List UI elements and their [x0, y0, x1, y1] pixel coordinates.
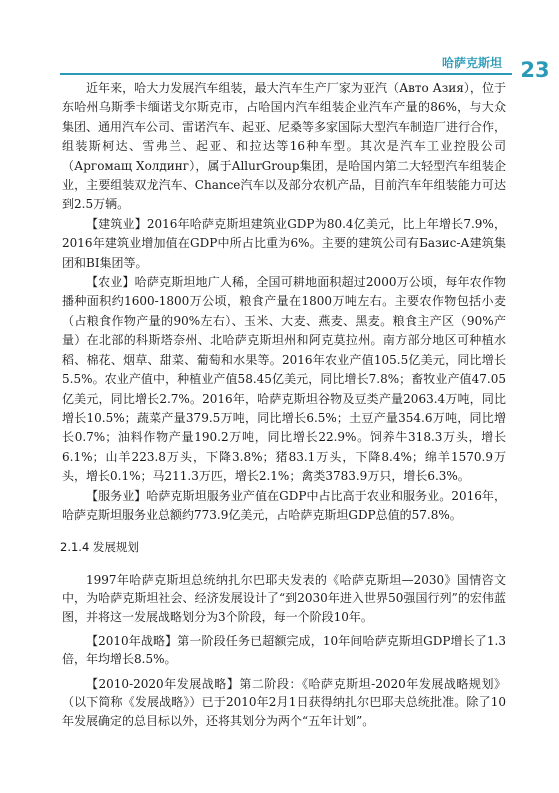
header-rule	[60, 73, 512, 75]
page-body	[62, 79, 506, 730]
page-number: 23	[520, 58, 550, 82]
paragraph-strategy-2030: 1997年哈萨克斯坦总统纳扎尔巴耶夫发表的《哈萨克斯坦—2030》国情咨文中，为哈萨克斯坦社会、经济发展设计了“到2030年进入世界50强国行列”的宏伟蓝图，并将这一发展战略划分为3个阶段，每一个阶段10年。	[62, 572, 506, 624]
paragraph-services: 【服务业】哈萨克斯坦服务业产值在GDP中占比高于农业和服务业。2016年，哈萨克斯坦服务业总额约773.9亿美元，占哈萨克斯坦GDP总值的57.8%。	[62, 488, 506, 522]
header-title: 哈萨克斯坦	[441, 56, 502, 70]
paragraph-auto-industry: 近年来，哈大力发展汽车组装，最大汽车生产厂家为亚汽（Авто Азия），位于东哈州乌斯季卡缅诺戈尔斯克市，占哈国内汽车组装企业汽车产量的86%，与大众集团、通用汽车公司、雷诺汽车、起亚、尼桑等多家国际大型汽车制造厂进行合作，组装斯柯达、雪弗兰、起亚、和拉达等16种车型。其次是汽车工业控股公司（Аргомащ Холдинг），属于AllurGroup集团，是哈国内第二大轻型汽车组装企业，主要组装双龙汽车、Chance汽车以及部分农机产品，目前汽车年组装能力可达到2.5万辆。	[62, 81, 507, 212]
paragraph-strategy-2010: 【2010年战略】第一阶段任务已超额完成，10年间哈萨克斯坦GDP增长了1.3倍，年均增长8.5%。	[62, 633, 506, 667]
paragraph-agriculture: 【农业】哈萨克斯坦地广人稀，全国可耕地面积超过2000万公顷，每年农作物播种面积约1600-1800万公顷，粮食产量在1800万吨左右。主要农作物包括小麦（占粮食作物产量的90%左右）、玉米、大麦、燕麦、黑麦。粮食主产区（90%产量）在北部的科斯塔奈州、北哈萨克斯坦州和阿克莫拉州。南方部分地区可种植水稻、棉花、烟草、甜菜、葡萄和水果等。2016年农业产值105.5亿美元，同比增长5.5%。农业产值中，种植业产值58.45亿美元，同比增长7.8%；畜牧业产值47.05亿美元，同比增长2.7%。2016年，哈萨克斯坦谷物及豆类产量2063.4万吨，同比增长10.5%；蔬菜产量379.5万吨，同比增长6.5%；土豆产量354.6万吨，同比增长0.7%；油料作物产量190.2万吨，同比增长22.9%。饲养牛318.3万头，增长6.1%；山羊223.8万头，下降3.8%；猪83.1万头，下降8.4%；绵羊1570.9万头，增长0.1%；马211.3万匹，增长2.1%；禽类3783.9万只，增长6.3%。	[62, 275, 506, 484]
section-heading: 2.1.4 发展规划	[60, 540, 139, 555]
paragraph-construction: 【建筑业】2016年哈萨克斯坦建筑业GDP为80.4亿美元，比上年增长7.9%，2016年建筑业增加值在GDP中所占比重为6%。主要的建筑公司有Базис-А建筑集团和BI集团等。	[62, 216, 506, 270]
paragraph-strategy-2020: 【2010-2020年发展战略】第二阶段：《哈萨克斯坦-2020年发展战略规划》（以下简称《发展战略》）已于2010年2月1日获得纳扎尔巴耶夫总统批准。除了10年发展确定的总目标以外，还将其划分为两个“五年计划”。	[62, 676, 506, 728]
